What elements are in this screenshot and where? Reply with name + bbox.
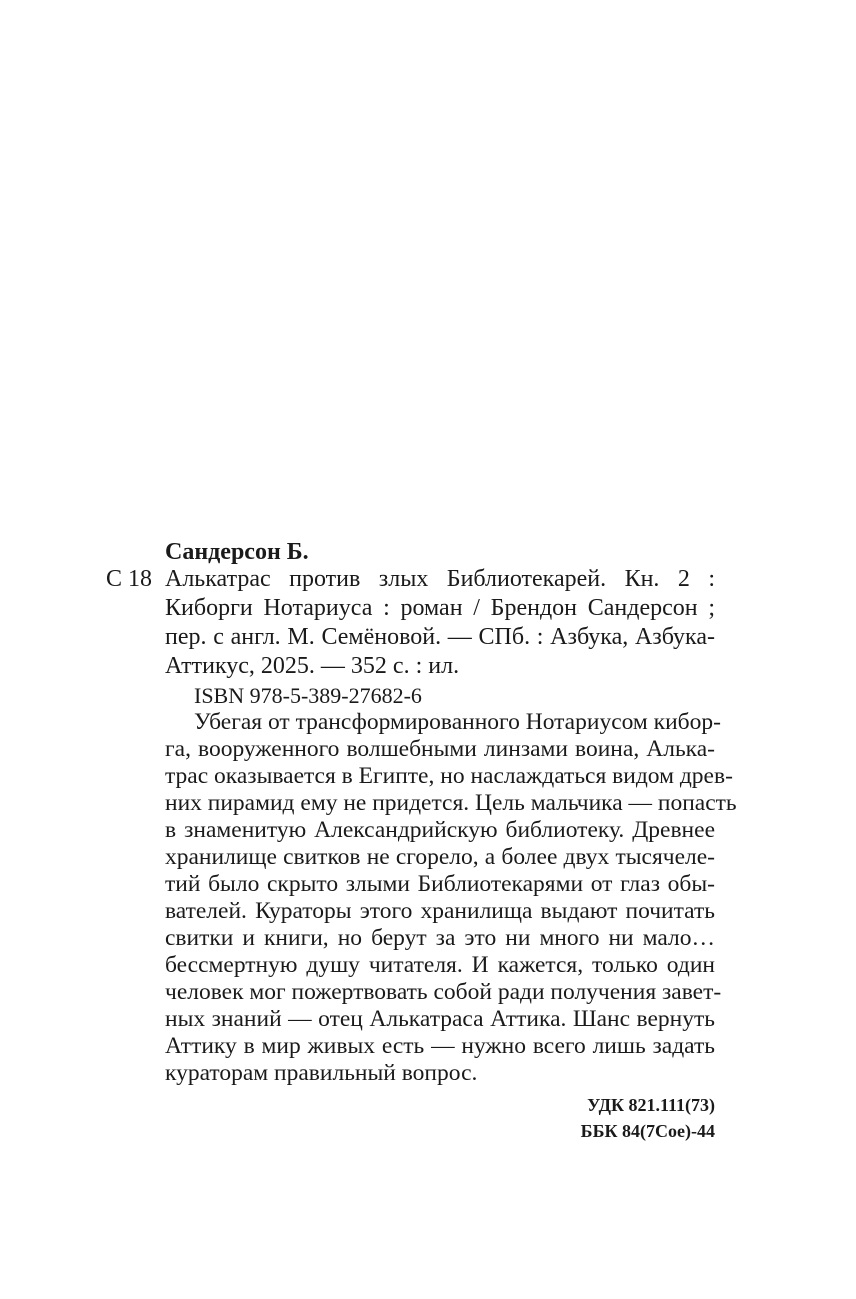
- annotation-line: Убегая от трансформированного Нотариусом кибор-: [194, 709, 721, 735]
- annotation-line: кураторам правильный вопрос.: [165, 1060, 478, 1086]
- bbk-code: ББК 84(7Сое)-44: [580, 1121, 715, 1141]
- annotation-line: ных знаний — отец Алькатраса Аттика. Шанс вернуть: [165, 1006, 715, 1032]
- bibliographic-line: Киборги Нотариуса : роман / Брендон Сандерсон ;: [165, 595, 715, 621]
- author-mark-code: С 18: [106, 566, 153, 592]
- annotation-line: трас оказывается в Египте, но наслаждаться видом древ-: [165, 763, 733, 789]
- annotation-line: га, вооруженного волшебными линзами воина, Алька-: [165, 736, 715, 762]
- annotation-line: тий было скрыто злыми Библиотекарями от глаз обы-: [165, 871, 715, 897]
- annotation-line: Аттику в мир живых есть — нужно всего лишь задать: [165, 1033, 715, 1059]
- bibliographic-line: Аттикус, 2025. — 352 с. : ил.: [165, 653, 460, 679]
- annotation-line: хранилище свитков не сгорело, а более двух тысячеле-: [165, 844, 715, 870]
- annotation-line: них пирамид ему не придется. Цель мальчика — попасть: [165, 790, 737, 816]
- annotation-line: бессмертную душу читателя. И кажется, только один: [165, 952, 715, 978]
- isbn: ISBN 978-5-389-27682-6: [194, 683, 422, 708]
- annotation-line: в знаменитую Александрийскую библиотеку. Древнее: [165, 817, 715, 843]
- bibliographic-line: Алькатрас против злых Библиотекарей. Кн. 2 :: [165, 566, 715, 592]
- bibliographic-line: пер. с англ. М. Семёновой. — СПб. : Азбука, Азбука-: [165, 624, 715, 650]
- author-heading: Сандерсон Б.: [165, 539, 309, 565]
- annotation-line: свитки и книги, но берут за это ни много ни мало…: [165, 925, 715, 951]
- udk-code: УДК 821.111(73): [587, 1095, 715, 1115]
- annotation-line: человек мог пожертвовать собой ради получения завет-: [165, 979, 722, 1005]
- annotation-line: вателей. Кураторы этого хранилища выдают почитать: [165, 898, 715, 924]
